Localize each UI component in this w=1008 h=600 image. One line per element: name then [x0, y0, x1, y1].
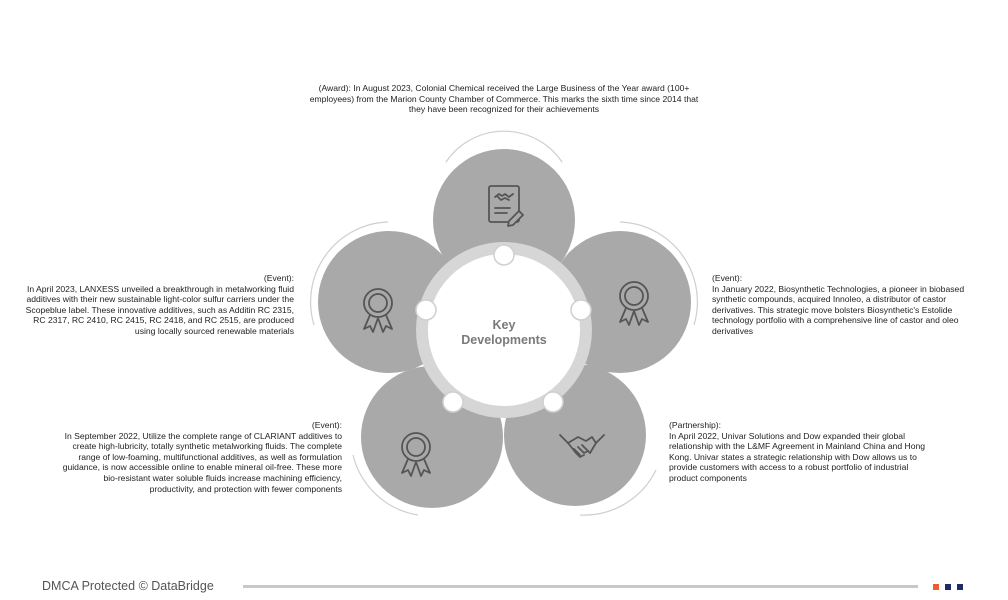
text-block-left	[12, 273, 294, 337]
footer-square-navy	[957, 584, 963, 590]
text-block-bottom-left	[60, 420, 342, 494]
text-block-bottom-right	[669, 420, 939, 484]
text-block-top	[305, 83, 703, 115]
connector-dot-bottom-right	[543, 392, 563, 412]
connector-dot-right	[571, 300, 591, 320]
connector-dot-left	[416, 300, 436, 320]
center-title	[454, 318, 554, 348]
footer-square-navy	[945, 584, 951, 590]
connector-dot-bottom-left	[443, 392, 463, 412]
item-text: In September 2022, Utilize the complete range of CLARIANT additives to create high-lubricity, totally synthetic metalworking fluids. The complete range of low-foaming, multifunctional additives, as well as formulation guidance, is now accessible online to enable mineral oil-free. These more bio-resistant water soluble fluids increase machining efficiency, productivity, and protection with fewer components	[62, 430, 342, 494]
connector-dot-top	[494, 245, 514, 265]
footer-square-orange	[933, 584, 939, 590]
center-title-line2: Developments	[461, 333, 547, 347]
footer-divider	[243, 585, 918, 588]
item-tag: (Event):	[263, 273, 294, 283]
item-text: In April 2023, LANXESS unveiled a breakthrough in metalworking fluid additives with their new sustainable light-color sulfur carriers under the Scopeblue label. These innovative additives, such as Additin RC 2315, RC 2317, RC 2410, RC 2415, RC 2418, and RC 2515, are produced using locally sourced renewable materials	[25, 283, 294, 336]
text-block-right	[712, 273, 974, 337]
item-tag: (Event):	[712, 273, 743, 283]
item-tag: (Partnership):	[669, 420, 722, 430]
item-text: In August 2023, Colonial Chemical received the Large Business of the Year award (100+ employees) from the Marion County Chamber of Commerce. This marks the sixth time since 2014 that they have been recognized for their achievements	[309, 83, 699, 115]
item-tag: (Event):	[311, 420, 342, 430]
footer-copyright: DMCA Protected © DataBridge	[42, 579, 214, 593]
item-text: In April 2022, Univar Solutions and Dow expanded their global relationship with the L&MF Agreement in Mainland China and Hong Kong. Univar states a strategic relationship with Dow allows us to provide customers with access to a robust portfolio of industrial product components	[669, 430, 926, 483]
item-text: In January 2022, Biosynthetic Technologies, a pioneer in biobased synthetic compounds, acquired Innoleo, a distributor of castor derivatives. This strategic move bolsters Biosynthetic's Estolide technology portfolio with a comprehensive line of castor and oleo derivatives	[712, 283, 965, 336]
center-title-line1: Key	[492, 318, 516, 332]
item-tag: (Award):	[318, 83, 351, 93]
